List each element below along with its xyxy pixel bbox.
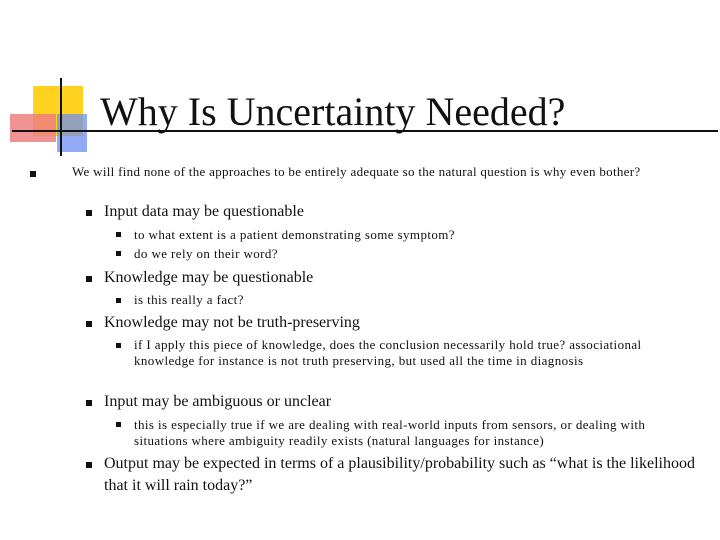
- bullet-square-icon: [86, 210, 92, 216]
- bullet-square-icon: [116, 422, 121, 427]
- subpoint-text: Knowledge may be questionable: [104, 269, 314, 286]
- detail-text: if I apply this piece of knowledge, does the conclusion necessarily hold true? associational knowledge for instance is not truth preserving, but used all the time in diagnosis: [134, 337, 642, 368]
- detail-text: to what extent is a patient demonstrating some symptom?: [134, 227, 455, 242]
- logo-vertical-line: [60, 78, 62, 156]
- bullet-square-icon: [86, 321, 92, 327]
- detail-text: this is especially true if we are dealing with real-world inputs from sensors, or dealing with situations where ambiguity readily exists (natural languages for instance): [134, 417, 646, 448]
- bullet-square-icon: [86, 276, 92, 282]
- subpoint-text: Input may be ambiguous or unclear: [104, 393, 332, 410]
- bullet-square-icon: [116, 343, 121, 348]
- detail-text: is this really a fact?: [134, 292, 244, 307]
- subpoint-text: Output may be expected in terms of a plausibility/probability such as “what is the likelihood that it will rain today?”: [104, 455, 695, 494]
- subpoint-text: Input data may be questionable: [104, 203, 304, 220]
- slide-title: Why Is Uncertainty Needed?: [100, 89, 566, 134]
- subpoint-text: Knowledge may not be truth-preserving: [104, 314, 360, 331]
- bullet-square-icon: [86, 400, 92, 406]
- bullet-square-icon: [30, 171, 36, 177]
- detail-text: do we rely on their word?: [134, 246, 278, 261]
- bullet-square-icon: [86, 462, 92, 468]
- logo-red-square: [10, 114, 56, 142]
- bullet-square-icon: [116, 251, 121, 256]
- bullet-square-icon: [116, 298, 121, 303]
- slide-logo: [0, 0, 120, 160]
- bullet-square-icon: [116, 232, 121, 237]
- point-text: We will find none of the approaches to be entirely adequate so the natural question is why even bother?: [72, 164, 641, 179]
